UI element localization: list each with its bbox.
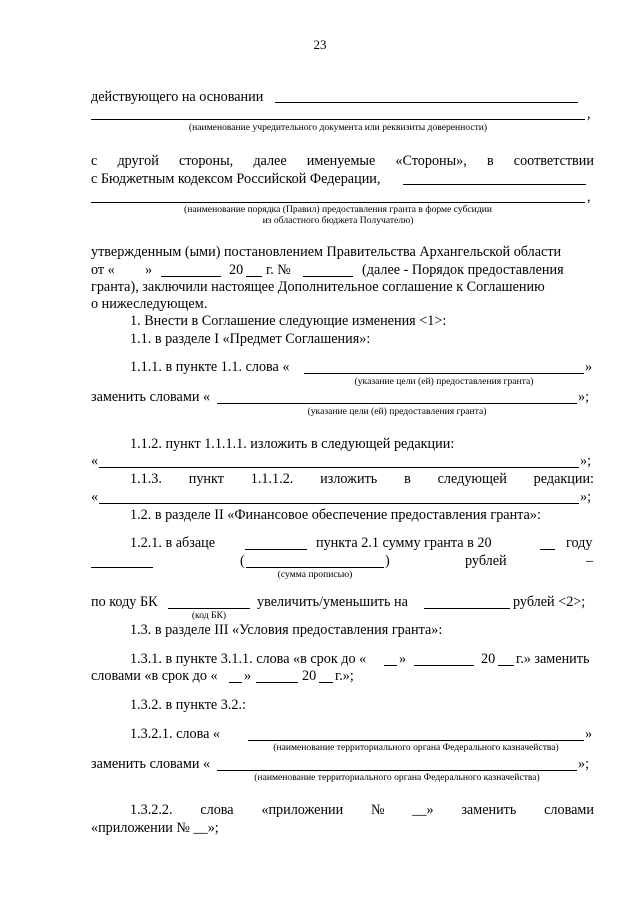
text-line: году: [566, 535, 593, 551]
blank-line: [275, 102, 578, 103]
word: соответствии: [513, 153, 594, 169]
word: редакции:: [533, 471, 594, 487]
text-line: г.» заменить: [516, 651, 590, 667]
text-line: »;: [578, 389, 590, 405]
text-line: 1.1.2. пункт 1.1.1.1. изложить в следующей редакции:: [130, 436, 455, 452]
text-line: (далее - Порядок предоставления: [362, 262, 564, 278]
word: далее: [253, 153, 287, 169]
word: в: [486, 153, 494, 169]
blank-line: [256, 682, 298, 683]
text-line: »;: [578, 756, 590, 772]
text-line: утвержденным (ыми) постановлением Правительства Архангельской области: [91, 244, 562, 260]
text-line: заменить словами «: [91, 756, 211, 772]
text-line: 1. Внести в Соглашение следующие изменения <1>:: [130, 313, 447, 329]
text-line: »: [145, 262, 153, 278]
justified-line: [91, 153, 594, 170]
text-line: действующего на основании: [91, 89, 264, 105]
text-line: »: [585, 359, 593, 375]
text-line: »: [244, 668, 252, 684]
blank-line: [424, 608, 510, 609]
field-caption: (указание цели (ей) предоставления гранта): [307, 406, 487, 417]
word: «Стороны»,: [395, 153, 467, 169]
text-line: г.»;: [335, 668, 354, 684]
text-line: 20: [481, 651, 496, 667]
text-line: »;: [580, 453, 592, 469]
field-caption: (сумма прописью): [277, 569, 353, 580]
text-line: –: [586, 553, 594, 569]
text-line: «: [91, 489, 99, 505]
blank-line: [99, 503, 579, 504]
word: 1.3.2.2.: [130, 802, 173, 818]
text-line: 20: [229, 262, 244, 278]
word: изложить: [320, 471, 378, 487]
blank-line: [91, 119, 585, 120]
blank-line: [91, 202, 585, 203]
text-line: ,: [587, 189, 591, 205]
blank-line: [498, 665, 514, 666]
blank-line: [540, 549, 555, 550]
text-line: с Бюджетным кодексом Российской Федерации,: [91, 171, 381, 187]
blank-line: [304, 373, 584, 374]
blank-line: [248, 740, 584, 741]
text-line: 1.1. в разделе I «Предмет Соглашения»:: [130, 331, 371, 347]
blank-line: [168, 608, 250, 609]
word: следующей: [437, 471, 507, 487]
text-line: ,: [587, 106, 591, 122]
text-line: пункта 2.1 сумму гранта в 20: [316, 535, 492, 551]
blank-line: [91, 567, 153, 568]
word: словами: [544, 802, 594, 818]
text-line: словами «в срок до «: [91, 668, 218, 684]
word: в: [404, 471, 411, 487]
word: заменить: [461, 802, 517, 818]
text-line: от «: [91, 262, 115, 278]
text-line: рублей <2>;: [513, 594, 586, 610]
word: пункт: [188, 471, 224, 487]
text-line: заменить словами «: [91, 389, 211, 405]
text-line: 1.3.1. в пункте 3.1.1. слова «в срок до «: [130, 651, 367, 667]
field-caption: (наименование территориального органа Федерального казначейства): [273, 742, 559, 753]
text-line: ): [385, 553, 390, 569]
word: __»: [412, 802, 434, 818]
word: 1.1.3.: [130, 471, 162, 487]
word: «приложении: [261, 802, 344, 818]
text-line: 20: [302, 668, 317, 684]
word: другой: [117, 153, 159, 169]
text-line: 1.2.1. в абзаце: [130, 535, 216, 551]
blank-line: [319, 682, 333, 683]
blank-line: [403, 184, 586, 185]
text-line: увеличить/уменьшить на: [257, 594, 408, 610]
word: стороны,: [178, 153, 234, 169]
blank-line: [384, 665, 397, 666]
text-line: 1.2. в разделе II «Финансовое обеспечение предоставления гранта»:: [130, 507, 541, 523]
text-line: о нижеследующем.: [91, 296, 208, 312]
text-line: »: [585, 726, 593, 742]
word: слова: [200, 802, 234, 818]
text-line: (: [240, 553, 245, 569]
blank-line: [217, 403, 577, 404]
text-line: 1.1.1. в пункте 1.1. слова «: [130, 359, 290, 375]
blank-line: [99, 467, 579, 468]
text-line: »: [399, 651, 407, 667]
word: 1.1.1.2.: [250, 471, 294, 487]
page-number: 23: [313, 37, 327, 52]
field-caption: (наименование учредительного документа или реквизиты доверенности): [188, 122, 488, 133]
justified-line: [130, 471, 594, 488]
blank-line: [246, 567, 384, 568]
text-line: «приложении № __»;: [91, 820, 219, 836]
word: №: [370, 802, 385, 818]
text-line: »;: [580, 489, 592, 505]
field-caption: (код БК): [191, 610, 227, 621]
field-caption: (наименование порядка (Правил) предоставления гранта в форме субсидии: [184, 204, 492, 215]
text-line: г. №: [266, 262, 291, 278]
blank-line: [217, 770, 577, 771]
blank-line: [414, 665, 474, 666]
blank-line: [246, 276, 262, 277]
blank-line: [245, 549, 307, 550]
field-caption: (наименование территориального органа Федерального казначейства): [254, 772, 540, 783]
word: именуемые: [306, 153, 376, 169]
text-line: «: [91, 453, 99, 469]
text-line: рублей: [465, 553, 507, 569]
text-line: 1.3. в разделе III «Условия предоставления гранта»:: [130, 622, 443, 638]
justified-line: [130, 802, 594, 819]
text-line: 1.3.2. в пункте 3.2.:: [130, 697, 246, 713]
blank-line: [161, 276, 221, 277]
word: с: [91, 153, 98, 169]
field-caption: из областного бюджета Получателю): [262, 215, 414, 226]
field-caption: (указание цели (ей) предоставления гранта): [354, 376, 534, 387]
text-line: по коду БК: [91, 594, 158, 610]
blank-line: [229, 682, 242, 683]
blank-line: [303, 276, 353, 277]
text-line: гранта), заключили настоящее Дополнительное соглашение к Соглашению: [91, 279, 545, 295]
text-line: 1.3.2.1. слова «: [130, 726, 221, 742]
